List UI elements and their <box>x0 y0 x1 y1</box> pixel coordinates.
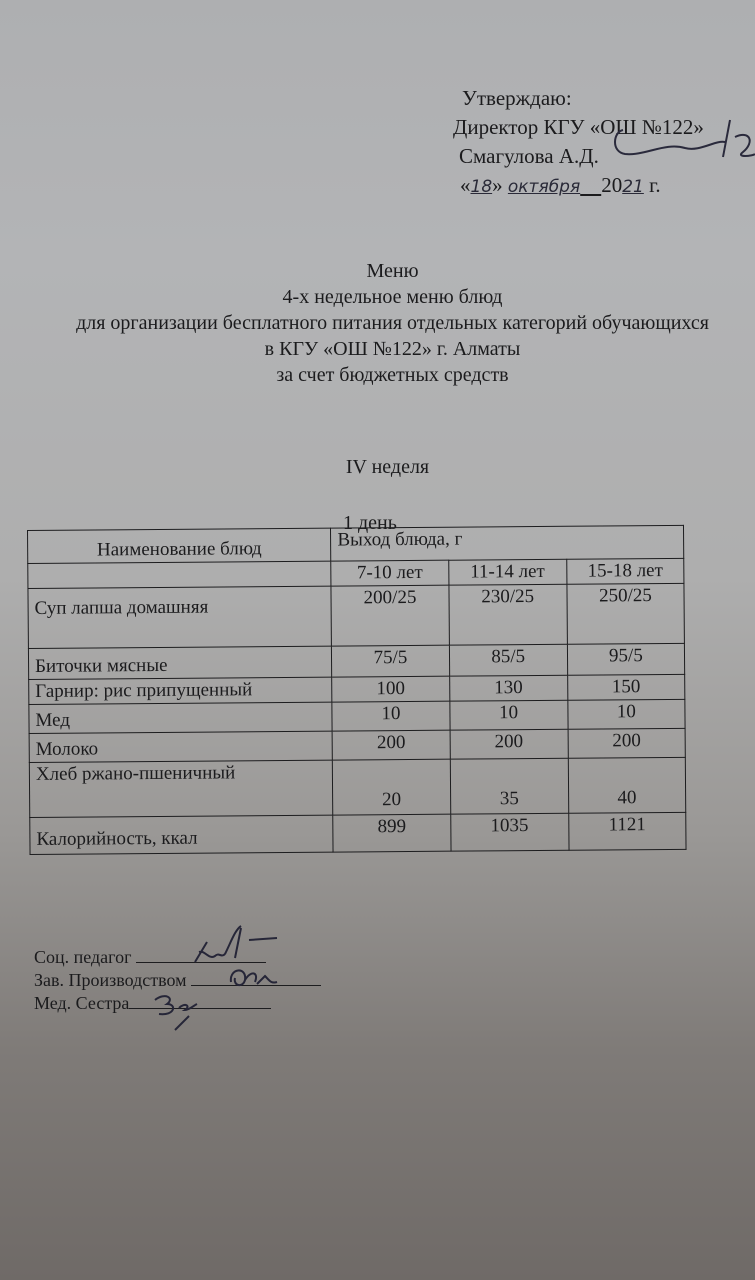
production-head-signature-icon <box>225 962 285 992</box>
title-line-4: в КГУ «ОШ №122» г. Алматы <box>264 338 521 360</box>
approval-heading: Утверждаю: <box>462 86 572 110</box>
approval-director-title: Директор КГУ «ОШ №122» <box>453 115 704 139</box>
signer-label: Соц. педагог <box>34 947 132 967</box>
calories-value: 1035 <box>450 813 568 851</box>
menu-table <box>27 525 687 855</box>
signer-label: Мед. Сестра <box>34 993 130 1013</box>
day-label: 1 день <box>343 512 397 534</box>
calories-value: 1121 <box>569 812 687 850</box>
date-year-unit: г. <box>649 173 661 197</box>
dish-value: 75/5 <box>332 645 449 677</box>
age-group-11-14: 11-14 лет <box>448 559 566 585</box>
date-month: октября <box>507 177 581 197</box>
table-row <box>28 583 684 648</box>
dish-value: 95/5 <box>567 643 684 675</box>
dish-name: Молоко <box>29 731 333 762</box>
table-header-row <box>28 525 684 563</box>
title-line-3: для организации бесплатного питания отдельных категорий обучающихся <box>76 312 709 334</box>
dish-value: 40 <box>568 757 686 813</box>
dish-name: Мед <box>29 702 333 733</box>
title-line-1: Меню <box>366 260 419 282</box>
calories-value: 899 <box>333 814 450 852</box>
dish-value: 10 <box>449 700 567 730</box>
dish-name: Гарнир: рис припущенный <box>29 677 333 704</box>
dish-value: 150 <box>567 674 684 700</box>
dish-value: 10 <box>568 699 685 729</box>
approval-date <box>453 171 704 202</box>
header-output: Выход блюда, г <box>331 525 684 561</box>
document-title <box>0 258 755 388</box>
title-line-5: за счет бюджетных средств <box>276 364 509 386</box>
age-group-7-10: 7-10 лет <box>331 560 448 586</box>
dish-value: 200 <box>568 728 685 758</box>
dish-value: 20 <box>333 759 451 815</box>
date-quote-close: » <box>492 173 503 197</box>
dish-value: 35 <box>450 758 569 814</box>
dish-value: 200 <box>450 729 568 759</box>
signer-label: Зав. Производством <box>34 970 187 990</box>
date-quote-open: « <box>460 173 471 197</box>
dish-value: 200/25 <box>331 585 449 646</box>
dish-name: Суп лапша домашняя <box>28 586 332 648</box>
title-line-2: 4-х недельное меню блюд <box>282 286 503 308</box>
table-row <box>28 643 684 679</box>
dish-name: Хлеб ржано-пшеничный <box>29 760 333 817</box>
table-row <box>29 757 685 817</box>
date-day: 18 <box>470 177 493 197</box>
dish-name: Биточки мясные <box>28 646 332 679</box>
header-dish-name: Наименование блюд <box>28 528 332 563</box>
dish-value: 200 <box>332 730 449 760</box>
date-year-prefix: 20 <box>601 173 623 197</box>
age-group-15-18: 15-18 лет <box>567 558 684 584</box>
dish-value: 230/25 <box>449 584 568 645</box>
dish-value: 130 <box>449 675 567 701</box>
dish-value: 85/5 <box>449 644 567 676</box>
calories-label: Калорийность, ккал <box>30 815 334 854</box>
director-signature-icon <box>605 112 755 162</box>
dish-value: 100 <box>332 676 449 702</box>
dish-value: 10 <box>332 701 449 731</box>
nurse-signature-icon <box>145 988 205 1033</box>
date-year-suffix: 21 <box>622 177 644 197</box>
social-teacher-signature-icon <box>185 922 285 967</box>
week-label: IV неделя <box>345 456 430 478</box>
calories-row <box>30 812 686 854</box>
dish-value: 250/25 <box>567 583 685 644</box>
header-empty-cell <box>28 561 332 588</box>
approval-director-name: Смагулова А.Д. <box>459 144 599 168</box>
